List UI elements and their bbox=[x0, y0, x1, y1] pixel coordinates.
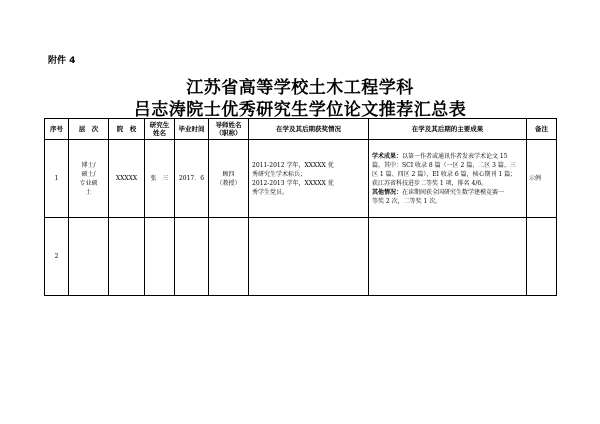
cell-awards bbox=[249, 140, 369, 218]
header-student-name-line1: 研究生 bbox=[149, 121, 170, 129]
achievements-line: 篇，其中：SCI 收录 8 篇（一区 2 篇、二区 3 篇、三 bbox=[372, 161, 516, 169]
header-remark: 备注 bbox=[527, 119, 557, 140]
cell-awards-line: 2011-2012 学年，XXXXX 优 bbox=[252, 161, 334, 169]
achievements-line: 获江苏省科技进步二等奖 1 项，排名 4/6。 bbox=[372, 179, 488, 187]
cell-achievements bbox=[369, 140, 527, 218]
summary-table bbox=[44, 118, 557, 296]
cell-level-line: 专业硕 bbox=[79, 179, 98, 187]
cell-seq: 2 bbox=[45, 218, 69, 296]
cell-school: XXXXX bbox=[109, 140, 145, 218]
header-seq: 序号 bbox=[45, 119, 69, 140]
header-achievements: 在学及其后期的主要成果 bbox=[369, 119, 527, 140]
header-student-name bbox=[145, 119, 175, 140]
cell-advisor-name: 顾四 bbox=[222, 170, 235, 178]
cell-seq: 1 bbox=[45, 140, 69, 218]
cell-grad-time bbox=[175, 218, 209, 296]
cell-level-line: 博士/ bbox=[81, 161, 96, 169]
cell-level bbox=[69, 218, 109, 296]
cell-awards-line: 秀学生党员。 bbox=[252, 188, 289, 196]
cell-level-line: 硕士/ bbox=[81, 170, 96, 178]
cell-level-line: 士 bbox=[85, 188, 92, 196]
cell-advisor bbox=[209, 140, 249, 218]
header-awards: 在学及其后期获奖情况 bbox=[249, 119, 369, 140]
page-title-line1: 江苏省高等学校土木工程学科 bbox=[186, 78, 414, 98]
cell-awards-line: 2012-2013 学年，XXXXX 优 bbox=[252, 179, 334, 187]
cell-awards-line: 秀研究生学术标兵； bbox=[252, 170, 307, 178]
cell-advisor bbox=[209, 218, 249, 296]
achievements-line: 以第一作者或通讯作者发表学术论文 15 bbox=[402, 152, 508, 160]
cell-grad-time: 2017．6 bbox=[175, 140, 209, 218]
cell-level bbox=[69, 140, 109, 218]
cell-advisor-title: （教授） bbox=[216, 179, 241, 187]
cell-awards bbox=[249, 218, 369, 296]
achievements-label: 学术成果： bbox=[372, 152, 403, 160]
other-line: 在读期间获全国研究生数学建模竞赛一 bbox=[402, 188, 505, 196]
header-advisor-line1: 导师姓名 bbox=[215, 121, 242, 129]
header-level: 层 次 bbox=[69, 119, 109, 140]
cell-student-name: 张 三 bbox=[145, 140, 175, 218]
achievements-block bbox=[372, 152, 523, 206]
cell-school bbox=[109, 218, 145, 296]
other-label: 其他情况： bbox=[372, 188, 403, 196]
cell-remark: 示例 bbox=[527, 140, 557, 218]
page-title-line2: 吕志涛院士优秀研究生学位论文推荐汇总表 bbox=[133, 100, 467, 120]
header-advisor bbox=[209, 119, 249, 140]
header-school: 院 校 bbox=[109, 119, 145, 140]
header-advisor-line2: （职称） bbox=[215, 129, 242, 137]
cell-remark bbox=[527, 218, 557, 296]
header-student-name-line2: 姓名 bbox=[153, 129, 166, 137]
attachment-label: 附件 4 bbox=[48, 56, 76, 66]
table-row bbox=[45, 218, 557, 296]
cell-achievements bbox=[369, 218, 527, 296]
achievements-line: 区 1 篇、四区 2 篇），EI 收录 6 篇，核心期刊 1 篇； bbox=[372, 170, 517, 178]
header-grad-time: 毕业时间 bbox=[175, 119, 209, 140]
header-row bbox=[45, 119, 557, 140]
other-line: 等奖 2 次，二等奖 1 次。 bbox=[372, 197, 442, 205]
table-row bbox=[45, 140, 557, 218]
cell-student-name bbox=[145, 218, 175, 296]
